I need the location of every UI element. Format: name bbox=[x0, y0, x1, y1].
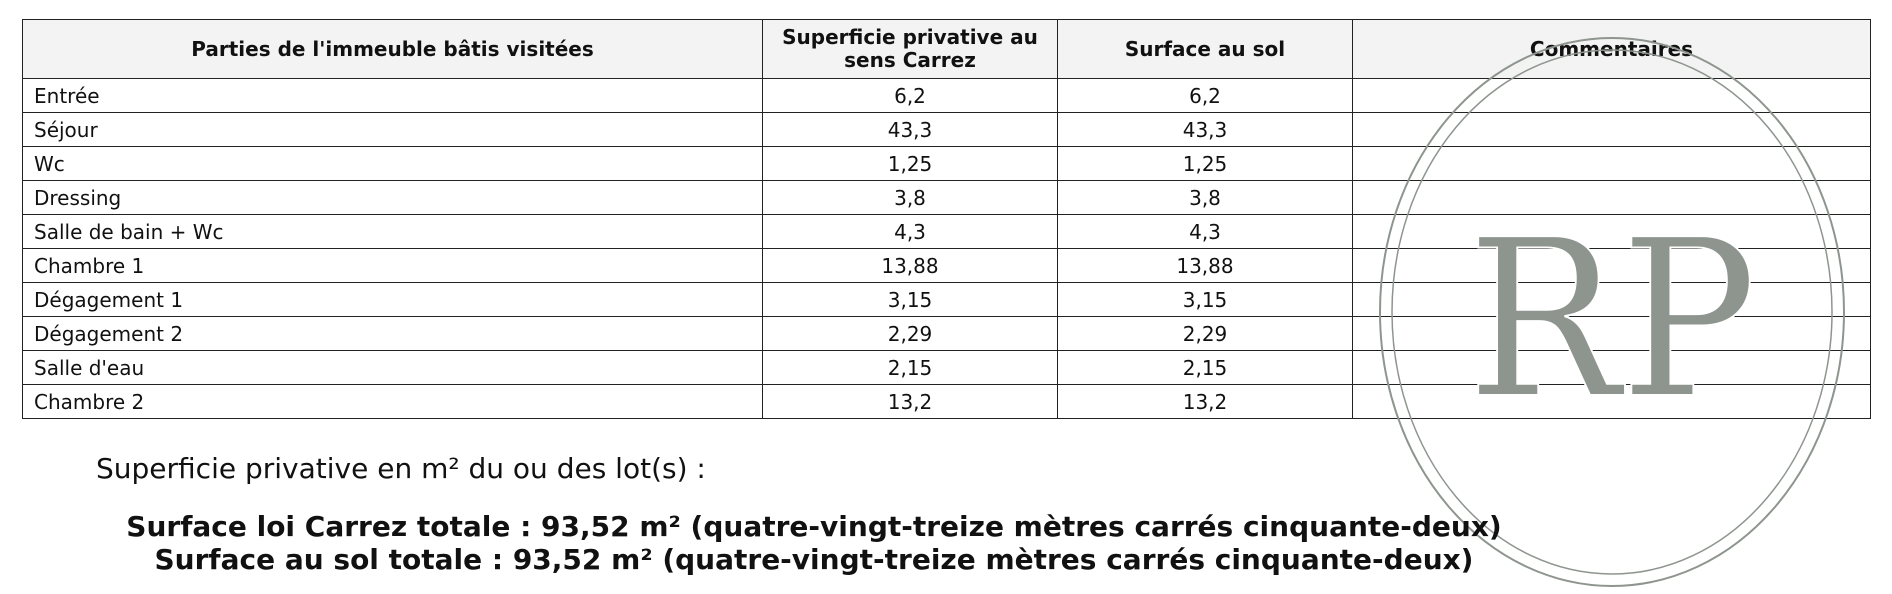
table-header-row bbox=[23, 20, 1871, 79]
floor-cell: 13,2 bbox=[1058, 385, 1353, 419]
table-row bbox=[23, 351, 1871, 385]
table-row bbox=[23, 215, 1871, 249]
floor-cell: 13,88 bbox=[1058, 249, 1353, 283]
room-cell: Dégagement 2 bbox=[23, 317, 763, 351]
comment-cell bbox=[1353, 351, 1871, 385]
header-room: Parties de l'immeuble bâtis visitées bbox=[23, 20, 763, 79]
table-row bbox=[23, 147, 1871, 181]
table-row bbox=[23, 181, 1871, 215]
room-cell: Dégagement 1 bbox=[23, 283, 763, 317]
floor-cell: 43,3 bbox=[1058, 113, 1353, 147]
surface-table bbox=[22, 19, 1871, 419]
table-row bbox=[23, 317, 1871, 351]
floor-cell: 6,2 bbox=[1058, 79, 1353, 113]
comment-cell bbox=[1353, 317, 1871, 351]
comment-cell bbox=[1353, 249, 1871, 283]
floor-cell: 1,25 bbox=[1058, 147, 1353, 181]
room-cell: Chambre 1 bbox=[23, 249, 763, 283]
floor-cell: 2,29 bbox=[1058, 317, 1353, 351]
carrez-cell: 6,2 bbox=[763, 79, 1058, 113]
carrez-cell: 3,8 bbox=[763, 181, 1058, 215]
room-cell: Séjour bbox=[23, 113, 763, 147]
room-cell: Salle d'eau bbox=[23, 351, 763, 385]
floor-cell: 3,8 bbox=[1058, 181, 1353, 215]
stamp-monogram: RP bbox=[1467, 194, 1757, 447]
table-row bbox=[23, 283, 1871, 317]
comment-cell bbox=[1353, 181, 1871, 215]
header-carrez: Superficie privative au sens Carrez bbox=[763, 20, 1058, 79]
carrez-cell: 3,15 bbox=[763, 283, 1058, 317]
carrez-cell: 2,15 bbox=[763, 351, 1058, 385]
table-body bbox=[23, 79, 1871, 419]
comment-cell bbox=[1353, 147, 1871, 181]
carrez-cell: 2,29 bbox=[763, 317, 1058, 351]
comment-cell bbox=[1353, 79, 1871, 113]
header-comments: Commentaires bbox=[1353, 20, 1871, 79]
room-cell: Entrée bbox=[23, 79, 763, 113]
carrez-total: Surface loi Carrez totale : 93,52 m² (quatre-vingt-treize mètres carrés cinquante-deux) bbox=[126, 510, 1502, 543]
room-cell: Chambre 2 bbox=[23, 385, 763, 419]
header-floor: Surface au sol bbox=[1058, 20, 1353, 79]
comment-cell bbox=[1353, 113, 1871, 147]
floor-cell: 2,15 bbox=[1058, 351, 1353, 385]
floor-cell: 3,15 bbox=[1058, 283, 1353, 317]
carrez-cell: 13,2 bbox=[763, 385, 1058, 419]
comment-cell bbox=[1353, 385, 1871, 419]
carrez-cell: 4,3 bbox=[763, 215, 1058, 249]
floor-total: Surface au sol totale : 93,52 m² (quatre-vingt-treize mètres carrés cinquante-deux) bbox=[154, 543, 1474, 576]
floor-cell: 4,3 bbox=[1058, 215, 1353, 249]
room-cell: Salle de bain + Wc bbox=[23, 215, 763, 249]
room-cell: Wc bbox=[23, 147, 763, 181]
comment-cell bbox=[1353, 215, 1871, 249]
carrez-cell: 13,88 bbox=[763, 249, 1058, 283]
comment-cell bbox=[1353, 283, 1871, 317]
table-row bbox=[23, 79, 1871, 113]
summary-label: Superficie privative en m² du ou des lot(s) : bbox=[96, 452, 706, 485]
room-cell: Dressing bbox=[23, 181, 763, 215]
table-row bbox=[23, 113, 1871, 147]
carrez-cell: 43,3 bbox=[763, 113, 1058, 147]
table-row bbox=[23, 385, 1871, 419]
table-row bbox=[23, 249, 1871, 283]
carrez-cell: 1,25 bbox=[763, 147, 1058, 181]
